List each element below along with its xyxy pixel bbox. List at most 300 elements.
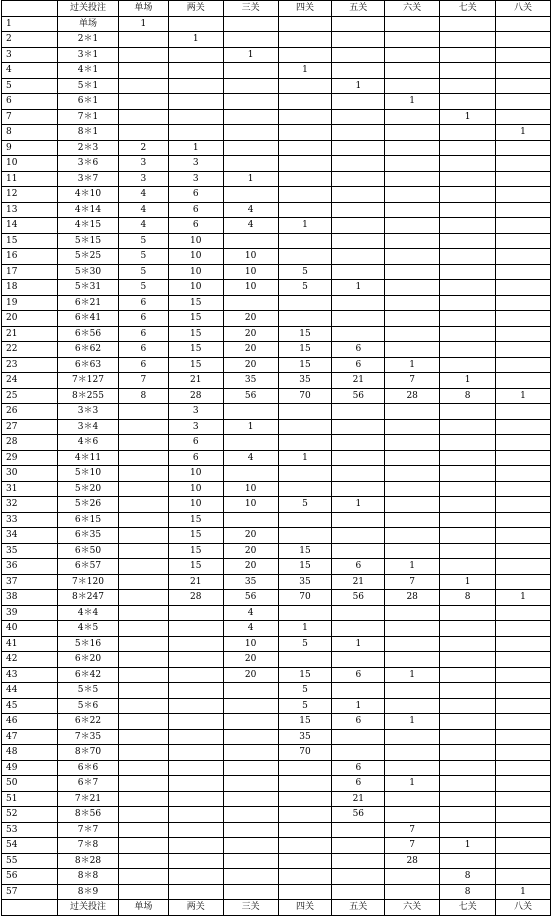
bet-type-cell: 3＊4 bbox=[57, 419, 118, 435]
bet-type-cell: 8＊70 bbox=[57, 745, 118, 761]
double-cell bbox=[168, 884, 223, 900]
single-cell: 5 bbox=[119, 264, 169, 280]
table-row bbox=[2, 171, 551, 187]
single-cell bbox=[119, 869, 169, 885]
eight-fold-cell: 1 bbox=[496, 884, 551, 900]
six-fold-cell bbox=[385, 16, 440, 32]
row-number-cell: 23 bbox=[2, 357, 58, 373]
five-fold-cell bbox=[332, 202, 385, 218]
six-fold-cell: 1 bbox=[385, 94, 440, 110]
row-number-cell: 20 bbox=[2, 311, 58, 327]
seven-fold-cell: 8 bbox=[440, 884, 496, 900]
bet-type-cell: 5＊5 bbox=[57, 683, 118, 699]
seven-fold-cell bbox=[440, 419, 496, 435]
treble-cell: 1 bbox=[223, 419, 278, 435]
six-fold-cell bbox=[385, 760, 440, 776]
header-cell: 五关 bbox=[332, 1, 385, 17]
bet-type-cell: 4＊6 bbox=[57, 435, 118, 451]
bet-type-cell: 7＊35 bbox=[57, 729, 118, 745]
four-fold-cell: 1 bbox=[278, 218, 332, 234]
five-fold-cell bbox=[332, 218, 385, 234]
single-cell: 3 bbox=[119, 171, 169, 187]
treble-cell bbox=[223, 187, 278, 203]
single-cell bbox=[119, 605, 169, 621]
treble-cell: 10 bbox=[223, 264, 278, 280]
bet-type-cell: 5＊20 bbox=[57, 481, 118, 497]
seven-fold-cell bbox=[440, 745, 496, 761]
single-cell bbox=[119, 32, 169, 48]
eight-fold-cell bbox=[496, 326, 551, 342]
four-fold-cell bbox=[278, 249, 332, 265]
table-row bbox=[2, 109, 551, 125]
table-row bbox=[2, 233, 551, 249]
double-cell bbox=[168, 16, 223, 32]
five-fold-cell bbox=[332, 853, 385, 869]
four-fold-cell bbox=[278, 760, 332, 776]
five-fold-cell: 21 bbox=[332, 791, 385, 807]
table-row bbox=[2, 280, 551, 296]
eight-fold-cell bbox=[496, 807, 551, 823]
four-fold-cell: 5 bbox=[278, 497, 332, 513]
treble-cell: 20 bbox=[223, 667, 278, 683]
eight-fold-cell bbox=[496, 373, 551, 389]
double-cell: 1 bbox=[168, 32, 223, 48]
five-fold-cell: 21 bbox=[332, 574, 385, 590]
bet-type-cell: 8＊8 bbox=[57, 869, 118, 885]
treble-cell bbox=[223, 760, 278, 776]
five-fold-cell: 1 bbox=[332, 78, 385, 94]
row-number-cell: 38 bbox=[2, 590, 58, 606]
treble-cell bbox=[223, 512, 278, 528]
five-fold-cell bbox=[332, 404, 385, 420]
table-row bbox=[2, 559, 551, 575]
eight-fold-cell bbox=[496, 791, 551, 807]
five-fold-cell bbox=[332, 187, 385, 203]
five-fold-cell bbox=[332, 512, 385, 528]
five-fold-cell bbox=[332, 884, 385, 900]
table-row bbox=[2, 311, 551, 327]
four-fold-cell: 15 bbox=[278, 714, 332, 730]
four-fold-cell bbox=[278, 125, 332, 141]
row-number-cell: 34 bbox=[2, 528, 58, 544]
bet-type-cell: 3＊1 bbox=[57, 47, 118, 63]
table-row bbox=[2, 218, 551, 234]
eight-fold-cell bbox=[496, 667, 551, 683]
double-cell bbox=[168, 729, 223, 745]
eight-fold-cell bbox=[496, 450, 551, 466]
double-cell bbox=[168, 47, 223, 63]
six-fold-cell bbox=[385, 497, 440, 513]
row-number-cell: 43 bbox=[2, 667, 58, 683]
single-cell bbox=[119, 497, 169, 513]
treble-cell: 4 bbox=[223, 450, 278, 466]
row-number-cell: 32 bbox=[2, 497, 58, 513]
eight-fold-cell bbox=[496, 745, 551, 761]
treble-cell bbox=[223, 869, 278, 885]
five-fold-cell: 6 bbox=[332, 342, 385, 358]
treble-cell: 20 bbox=[223, 528, 278, 544]
single-cell bbox=[119, 667, 169, 683]
seven-fold-cell: 8 bbox=[440, 869, 496, 885]
four-fold-cell bbox=[278, 807, 332, 823]
treble-cell bbox=[223, 404, 278, 420]
eight-fold-cell bbox=[496, 419, 551, 435]
treble-cell bbox=[223, 16, 278, 32]
six-fold-cell bbox=[385, 125, 440, 141]
five-fold-cell bbox=[332, 16, 385, 32]
single-cell bbox=[119, 683, 169, 699]
row-number-cell: 53 bbox=[2, 822, 58, 838]
seven-fold-cell bbox=[440, 683, 496, 699]
seven-fold-cell bbox=[440, 559, 496, 575]
bet-type-cell: 7＊120 bbox=[57, 574, 118, 590]
four-fold-cell bbox=[278, 140, 332, 156]
table-row bbox=[2, 605, 551, 621]
footer-cell: 六关 bbox=[385, 900, 440, 916]
bet-type-cell: 6＊15 bbox=[57, 512, 118, 528]
seven-fold-cell bbox=[440, 295, 496, 311]
seven-fold-cell bbox=[440, 357, 496, 373]
six-fold-cell bbox=[385, 218, 440, 234]
row-number-cell: 49 bbox=[2, 760, 58, 776]
double-cell: 6 bbox=[168, 435, 223, 451]
seven-fold-cell bbox=[440, 807, 496, 823]
eight-fold-cell bbox=[496, 78, 551, 94]
double-cell: 3 bbox=[168, 419, 223, 435]
row-number-cell: 29 bbox=[2, 450, 58, 466]
single-cell bbox=[119, 78, 169, 94]
four-fold-cell bbox=[278, 171, 332, 187]
single-cell bbox=[119, 47, 169, 63]
seven-fold-cell bbox=[440, 512, 496, 528]
seven-fold-cell bbox=[440, 791, 496, 807]
seven-fold-cell bbox=[440, 342, 496, 358]
row-number-cell: 21 bbox=[2, 326, 58, 342]
seven-fold-cell bbox=[440, 32, 496, 48]
table-row bbox=[2, 652, 551, 668]
table-row bbox=[2, 776, 551, 792]
single-cell bbox=[119, 621, 169, 637]
seven-fold-cell bbox=[440, 264, 496, 280]
parlay-combination-table bbox=[1, 0, 551, 916]
single-cell bbox=[119, 714, 169, 730]
single-cell bbox=[119, 822, 169, 838]
single-cell bbox=[119, 528, 169, 544]
six-fold-cell bbox=[385, 512, 440, 528]
footer-cell: 八关 bbox=[496, 900, 551, 916]
seven-fold-cell bbox=[440, 404, 496, 420]
eight-fold-cell bbox=[496, 636, 551, 652]
row-number-cell: 54 bbox=[2, 838, 58, 854]
five-fold-cell bbox=[332, 435, 385, 451]
five-fold-cell bbox=[332, 264, 385, 280]
five-fold-cell bbox=[332, 838, 385, 854]
eight-fold-cell bbox=[496, 729, 551, 745]
row-number-cell: 39 bbox=[2, 605, 58, 621]
double-cell bbox=[168, 869, 223, 885]
seven-fold-cell bbox=[440, 636, 496, 652]
row-number-cell: 42 bbox=[2, 652, 58, 668]
single-cell bbox=[119, 435, 169, 451]
table-row bbox=[2, 791, 551, 807]
seven-fold-cell bbox=[440, 543, 496, 559]
five-fold-cell bbox=[332, 745, 385, 761]
six-fold-cell bbox=[385, 311, 440, 327]
row-number-cell: 18 bbox=[2, 280, 58, 296]
row-number-cell: 57 bbox=[2, 884, 58, 900]
eight-fold-cell bbox=[496, 714, 551, 730]
row-number-cell: 40 bbox=[2, 621, 58, 637]
five-fold-cell bbox=[332, 652, 385, 668]
six-fold-cell bbox=[385, 621, 440, 637]
treble-cell bbox=[223, 822, 278, 838]
eight-fold-cell bbox=[496, 776, 551, 792]
six-fold-cell: 1 bbox=[385, 357, 440, 373]
bet-type-cell: 3＊3 bbox=[57, 404, 118, 420]
five-fold-cell: 1 bbox=[332, 636, 385, 652]
five-fold-cell bbox=[332, 729, 385, 745]
bet-type-cell: 6＊7 bbox=[57, 776, 118, 792]
eight-fold-cell bbox=[496, 853, 551, 869]
bet-type-cell: 4＊5 bbox=[57, 621, 118, 637]
five-fold-cell bbox=[332, 156, 385, 172]
double-cell: 10 bbox=[168, 466, 223, 482]
table-footer bbox=[2, 900, 551, 916]
eight-fold-cell bbox=[496, 171, 551, 187]
table-row bbox=[2, 125, 551, 141]
bet-type-cell: 5＊6 bbox=[57, 698, 118, 714]
bet-type-cell: 3＊6 bbox=[57, 156, 118, 172]
table-row bbox=[2, 435, 551, 451]
four-fold-cell bbox=[278, 311, 332, 327]
four-fold-cell bbox=[278, 853, 332, 869]
single-cell bbox=[119, 636, 169, 652]
six-fold-cell bbox=[385, 419, 440, 435]
four-fold-cell bbox=[278, 16, 332, 32]
parlay-combination-table-sheet bbox=[1, 0, 551, 913]
bet-type-cell: 5＊1 bbox=[57, 78, 118, 94]
treble-cell bbox=[223, 233, 278, 249]
four-fold-cell: 15 bbox=[278, 326, 332, 342]
eight-fold-cell: 1 bbox=[496, 590, 551, 606]
double-cell bbox=[168, 776, 223, 792]
six-fold-cell bbox=[385, 156, 440, 172]
six-fold-cell bbox=[385, 233, 440, 249]
four-fold-cell bbox=[278, 838, 332, 854]
treble-cell: 20 bbox=[223, 326, 278, 342]
single-cell bbox=[119, 776, 169, 792]
four-fold-cell: 5 bbox=[278, 698, 332, 714]
row-number-cell: 46 bbox=[2, 714, 58, 730]
table-row bbox=[2, 140, 551, 156]
eight-fold-cell bbox=[496, 233, 551, 249]
table-row bbox=[2, 264, 551, 280]
seven-fold-cell bbox=[440, 311, 496, 327]
header-cell: 单场 bbox=[119, 1, 169, 17]
seven-fold-cell bbox=[440, 233, 496, 249]
single-cell: 6 bbox=[119, 326, 169, 342]
single-cell: 6 bbox=[119, 311, 169, 327]
double-cell: 21 bbox=[168, 574, 223, 590]
header-cell: 两关 bbox=[168, 1, 223, 17]
row-number-cell: 30 bbox=[2, 466, 58, 482]
treble-cell: 10 bbox=[223, 497, 278, 513]
bet-type-cell: 7＊21 bbox=[57, 791, 118, 807]
five-fold-cell bbox=[332, 326, 385, 342]
bet-type-cell: 8＊247 bbox=[57, 590, 118, 606]
five-fold-cell: 6 bbox=[332, 357, 385, 373]
double-cell bbox=[168, 667, 223, 683]
bet-type-cell: 7＊1 bbox=[57, 109, 118, 125]
bet-type-cell: 7＊7 bbox=[57, 822, 118, 838]
row-number-cell: 25 bbox=[2, 388, 58, 404]
eight-fold-cell bbox=[496, 16, 551, 32]
five-fold-cell bbox=[332, 32, 385, 48]
six-fold-cell bbox=[385, 295, 440, 311]
bet-type-cell: 7＊127 bbox=[57, 373, 118, 389]
row-number-cell: 36 bbox=[2, 559, 58, 575]
five-fold-cell bbox=[332, 125, 385, 141]
table-row bbox=[2, 295, 551, 311]
seven-fold-cell bbox=[440, 853, 496, 869]
treble-cell: 20 bbox=[223, 342, 278, 358]
row-number-cell: 27 bbox=[2, 419, 58, 435]
seven-fold-cell bbox=[440, 156, 496, 172]
six-fold-cell bbox=[385, 698, 440, 714]
five-fold-cell bbox=[332, 605, 385, 621]
five-fold-cell bbox=[332, 450, 385, 466]
eight-fold-cell bbox=[496, 435, 551, 451]
treble-cell bbox=[223, 776, 278, 792]
four-fold-cell: 1 bbox=[278, 621, 332, 637]
single-cell bbox=[119, 125, 169, 141]
six-fold-cell bbox=[385, 109, 440, 125]
row-number-cell: 55 bbox=[2, 853, 58, 869]
six-fold-cell bbox=[385, 605, 440, 621]
seven-fold-cell bbox=[440, 528, 496, 544]
five-fold-cell bbox=[332, 869, 385, 885]
six-fold-cell: 28 bbox=[385, 388, 440, 404]
six-fold-cell bbox=[385, 791, 440, 807]
five-fold-cell bbox=[332, 47, 385, 63]
double-cell: 10 bbox=[168, 249, 223, 265]
row-number-cell: 10 bbox=[2, 156, 58, 172]
seven-fold-cell bbox=[440, 605, 496, 621]
double-cell bbox=[168, 853, 223, 869]
eight-fold-cell bbox=[496, 574, 551, 590]
treble-cell bbox=[223, 63, 278, 79]
seven-fold-cell bbox=[440, 249, 496, 265]
treble-cell: 1 bbox=[223, 47, 278, 63]
single-cell bbox=[119, 745, 169, 761]
row-number-cell: 48 bbox=[2, 745, 58, 761]
treble-cell: 4 bbox=[223, 621, 278, 637]
four-fold-cell: 5 bbox=[278, 636, 332, 652]
four-fold-cell: 35 bbox=[278, 373, 332, 389]
double-cell: 6 bbox=[168, 218, 223, 234]
six-fold-cell: 28 bbox=[385, 590, 440, 606]
single-cell bbox=[119, 853, 169, 869]
table-row bbox=[2, 202, 551, 218]
seven-fold-cell bbox=[440, 481, 496, 497]
four-fold-cell bbox=[278, 233, 332, 249]
row-number-cell: 24 bbox=[2, 373, 58, 389]
six-fold-cell bbox=[385, 869, 440, 885]
five-fold-cell bbox=[332, 311, 385, 327]
six-fold-cell bbox=[385, 450, 440, 466]
treble-cell: 4 bbox=[223, 202, 278, 218]
treble-cell bbox=[223, 466, 278, 482]
bet-type-cell: 6＊50 bbox=[57, 543, 118, 559]
eight-fold-cell bbox=[496, 605, 551, 621]
double-cell bbox=[168, 94, 223, 110]
six-fold-cell: 7 bbox=[385, 822, 440, 838]
six-fold-cell bbox=[385, 652, 440, 668]
single-cell bbox=[119, 543, 169, 559]
five-fold-cell: 56 bbox=[332, 590, 385, 606]
table-header bbox=[2, 1, 551, 17]
four-fold-cell bbox=[278, 869, 332, 885]
header-cell bbox=[2, 1, 58, 17]
table-row bbox=[2, 47, 551, 63]
five-fold-cell bbox=[332, 94, 385, 110]
six-fold-cell: 1 bbox=[385, 559, 440, 575]
seven-fold-cell bbox=[440, 621, 496, 637]
treble-cell bbox=[223, 78, 278, 94]
eight-fold-cell: 1 bbox=[496, 388, 551, 404]
treble-cell bbox=[223, 295, 278, 311]
eight-fold-cell bbox=[496, 249, 551, 265]
table-row bbox=[2, 388, 551, 404]
bet-type-cell: 5＊16 bbox=[57, 636, 118, 652]
double-cell bbox=[168, 745, 223, 761]
eight-fold-cell: 1 bbox=[496, 125, 551, 141]
treble-cell bbox=[223, 140, 278, 156]
eight-fold-cell bbox=[496, 543, 551, 559]
row-number-cell: 14 bbox=[2, 218, 58, 234]
table-row bbox=[2, 683, 551, 699]
seven-fold-cell: 8 bbox=[440, 590, 496, 606]
double-cell: 15 bbox=[168, 559, 223, 575]
double-cell: 21 bbox=[168, 373, 223, 389]
double-cell bbox=[168, 838, 223, 854]
header-cell: 三关 bbox=[223, 1, 278, 17]
row-number-cell: 6 bbox=[2, 94, 58, 110]
seven-fold-cell bbox=[440, 140, 496, 156]
double-cell bbox=[168, 807, 223, 823]
four-fold-cell bbox=[278, 94, 332, 110]
five-fold-cell bbox=[332, 171, 385, 187]
bet-type-cell: 6＊20 bbox=[57, 652, 118, 668]
single-cell bbox=[119, 109, 169, 125]
treble-cell bbox=[223, 714, 278, 730]
table-row bbox=[2, 32, 551, 48]
single-cell: 8 bbox=[119, 388, 169, 404]
single-cell bbox=[119, 698, 169, 714]
eight-fold-cell bbox=[496, 280, 551, 296]
row-number-cell: 28 bbox=[2, 435, 58, 451]
single-cell: 1 bbox=[119, 16, 169, 32]
six-fold-cell bbox=[385, 342, 440, 358]
treble-cell bbox=[223, 729, 278, 745]
header-cell: 六关 bbox=[385, 1, 440, 17]
row-number-cell: 56 bbox=[2, 869, 58, 885]
bet-type-cell: 3＊7 bbox=[57, 171, 118, 187]
single-cell bbox=[119, 404, 169, 420]
table-row bbox=[2, 342, 551, 358]
eight-fold-cell bbox=[496, 218, 551, 234]
double-cell bbox=[168, 63, 223, 79]
